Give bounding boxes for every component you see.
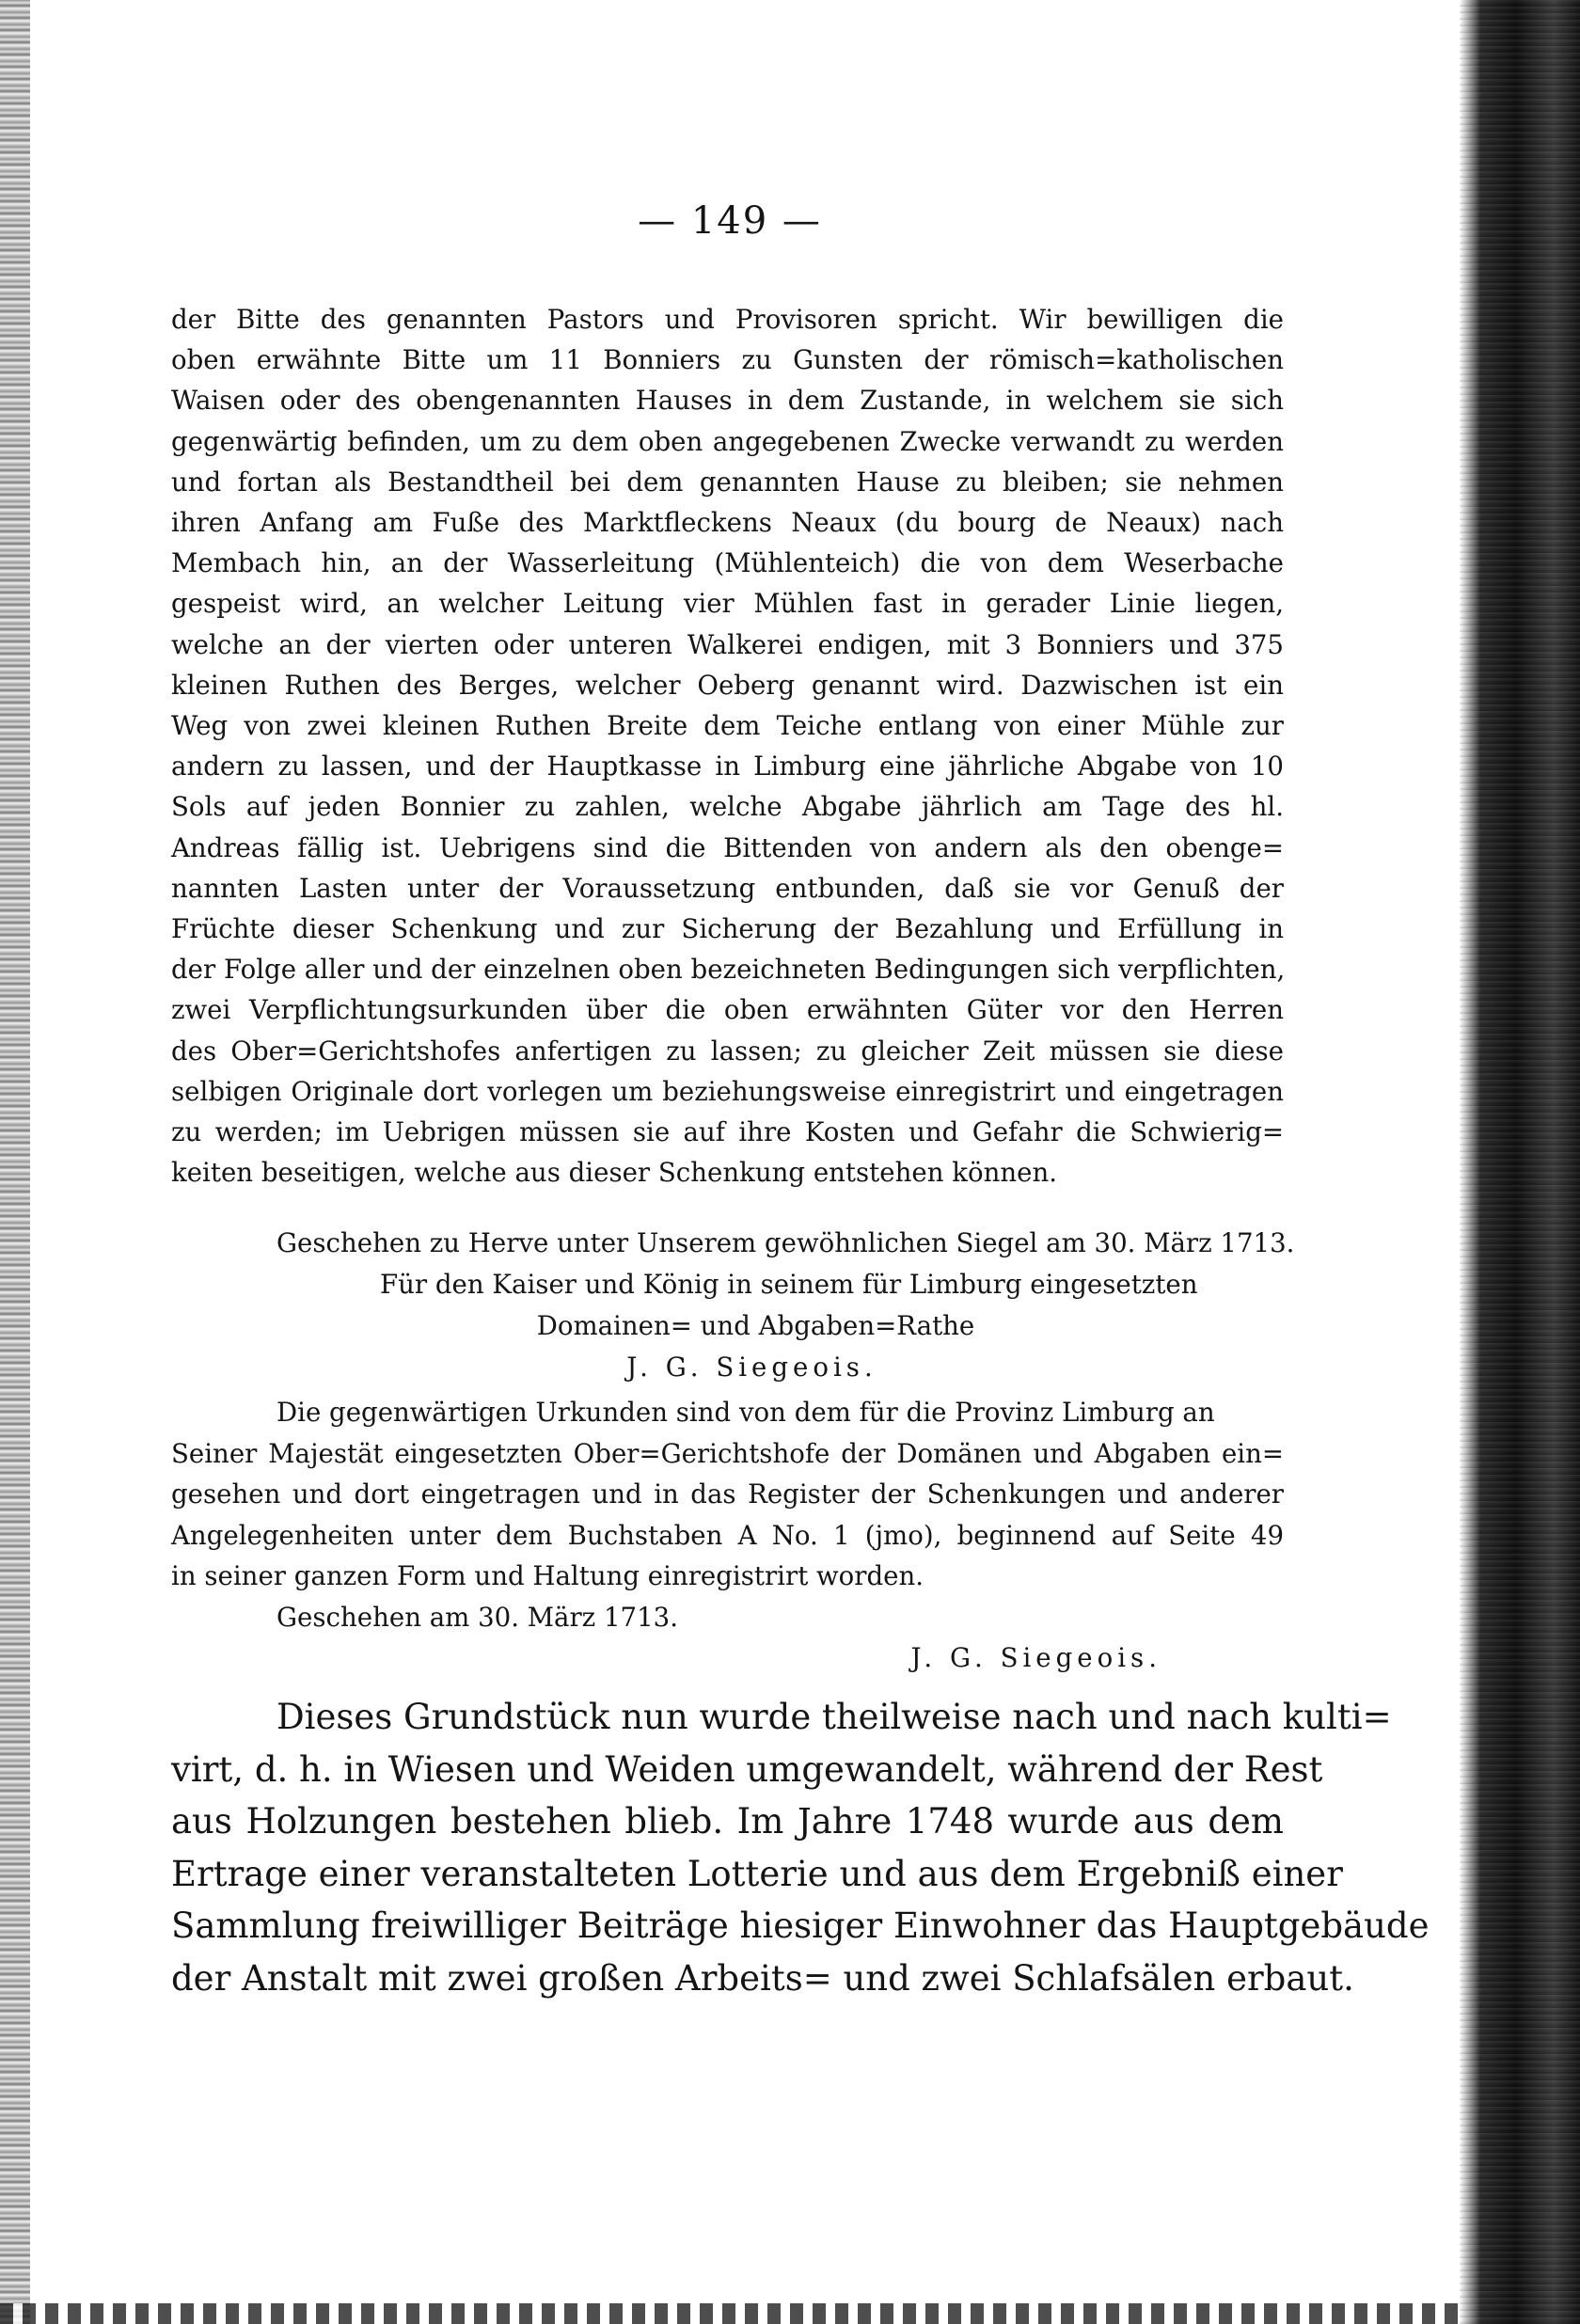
charter-line: gegenwärtig befinden, um zu dem oben angegebenen Zwecke verwandt zu werden [171, 425, 1284, 457]
charter-line: Membach hin, an der Wasserleitung (Mühlenteich) die von dem Weserbache [171, 547, 1284, 579]
registry-note [171, 1392, 1284, 1679]
charter-line: selbigen Originale dort vorlegen um beziehungsweise einregistrirt und eingetragen [171, 1075, 1284, 1107]
charter-line: oben erwähnte Bitte um 11 Bonniers zu Gunsten der römisch=katholischen [171, 344, 1284, 376]
charter-line: ihren Anfang am Fuße des Marktfleckens Neaux (du bourg de Neaux) nach [171, 507, 1284, 539]
charter-line: gespeist wird, an welcher Leitung vier Mühlen fast in gerader Linie liegen, [171, 588, 1284, 620]
charter-line: Weg von zwei kleinen Ruthen Breite dem Teiche entlang von einer Mühle zur [171, 710, 1284, 742]
charter-line: kleinen Ruthen des Berges, welcher Oeberg genannt wird. Dazwischen ist ein [171, 669, 1284, 701]
charter-line: zu werden; im Uebrigen müssen sie auf ihre Kosten und Gefahr die Schwierig= [171, 1116, 1284, 1148]
narrative-line: Sammlung freiwilliger Beiträge hiesiger Einwohner das Hauptgebäude [171, 1905, 1430, 1946]
registry-signature: J. G. Siegeois. [910, 1642, 1161, 1673]
charter-line: zwei Verpflichtungsurkunden über die oben erwähnten Güter vor den Herren [171, 994, 1284, 1026]
registry-line: Angelegenheiten unter dem Buchstaben A No. 1 (jmo), beginnend auf Seite 49 [171, 1519, 1284, 1551]
charter-line: Andreas fällig ist. Uebrigens sind die Bittenden von andern als den obenge= [171, 831, 1284, 863]
scan-edge-bottom [0, 2303, 1460, 2324]
closing-office: Domainen= und Abgaben=Rathe [536, 1310, 975, 1341]
charter-line: Sols auf jeden Bonnier zu zahlen, welche Abgabe jährlich am Tage des hl. [171, 791, 1284, 823]
registry-line: in seiner ganzen Form und Haltung einregistrirt worden. [171, 1560, 924, 1591]
scan-edge-left [0, 0, 30, 2324]
closing-authority: Für den Kaiser und König in seinem für Limburg eingesetzten [380, 1269, 1198, 1300]
closing-dateline: Geschehen zu Herve unter Unserem gewöhnlichen Siegel am 30. März 1713. [276, 1227, 1295, 1258]
scan-edge-right-texture [1460, 0, 1580, 2324]
charter-closing [171, 1223, 1295, 1388]
charter-line: der Folge aller und der einzelnen oben bezeichneten Bedingungen sich verpflichten, [171, 954, 1286, 986]
charter-line: keiten beseitigen, welche aus dieser Schenkung entstehen können. [171, 1157, 1057, 1189]
closing-signature: J. G. Siegeois. [626, 1352, 877, 1383]
registry-line: gesehen und dort eingetragen und in das Register der Schenkungen und anderer [171, 1478, 1284, 1510]
registry-dateline: Geschehen am 30. März 1713. [276, 1601, 678, 1633]
charter-line: des Ober=Gerichtshofes anfertigen zu lassen; zu gleicher Zeit müssen sie diese [171, 1035, 1284, 1067]
registry-line: Die gegenwärtigen Urkunden sind von dem für die Provinz Limburg an [276, 1397, 1215, 1428]
charter-line: nannten Lasten unter der Voraussetzung entbunden, daß sie vor Genuß der [171, 872, 1284, 904]
charter-line: Früchte dieser Schenkung und zur Sicherung der Bezahlung und Erfüllung in [171, 913, 1284, 945]
narrative-line: Ertrage einer veranstalteten Lotterie und aus dem Ergebniß einer [171, 1853, 1343, 1894]
page-number: — 149 — [638, 199, 822, 243]
charter-line: andern zu lassen, und der Hauptkasse in Limburg eine jährliche Abgabe von 10 [171, 751, 1284, 783]
narrative-line: virt, d. h. in Wiesen und Weiden umgewandelt, während der Rest [171, 1748, 1323, 1790]
charter-line: Waisen oder des obengenannten Hauses in dem Zustande, in welchem sie sich [171, 385, 1284, 417]
charter-line: der Bitte des genannten Pastors und Provisoren spricht. Wir bewilligen die [171, 304, 1284, 335]
charter-text [171, 299, 1284, 1193]
narrative-text [171, 1691, 1430, 2004]
narrative-line: der Anstalt mit zwei großen Arbeits= und zwei Schlafsälen erbaut. [171, 1957, 1354, 1999]
registry-line: Seiner Majestät eingesetzten Ober=Gerichtshofe der Domänen und Abgaben ein= [171, 1437, 1284, 1469]
charter-line: welche an der vierten oder unteren Walkerei endigen, mit 3 Bonniers und 375 [171, 628, 1284, 660]
narrative-line: Dieses Grundstück nun wurde theilweise nach und nach kulti= [276, 1697, 1392, 1737]
narrative-line: aus Holzungen bestehen blieb. Im Jahre 1748 wurde aus dem [171, 1801, 1284, 1842]
charter-line: und fortan als Bestandtheil bei dem genannten Hause zu bleiben; sie nehmen [171, 466, 1284, 498]
